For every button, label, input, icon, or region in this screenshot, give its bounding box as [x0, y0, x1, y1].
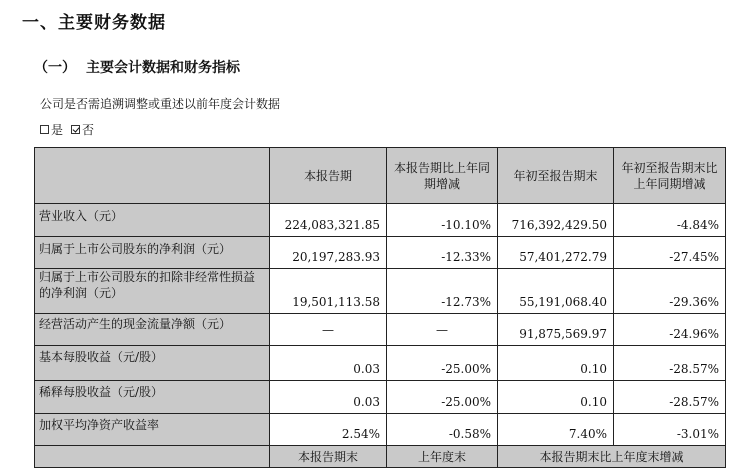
cell-value: 20,197,283.93	[270, 237, 387, 269]
cell-value: 0.10	[498, 381, 614, 414]
option-no[interactable]	[71, 121, 94, 138]
subsection-number: （一）	[34, 60, 76, 76]
subsection-title: 主要会计数据和财务指标	[86, 60, 240, 76]
table-row	[35, 269, 726, 314]
cell-value: 19,501,113.58	[270, 269, 387, 314]
header-blank	[35, 148, 270, 204]
row-label: 经营活动产生的现金流量净额（元）	[35, 314, 270, 346]
header-current-period: 本报告期	[270, 148, 387, 204]
cell-value: -25.00%	[387, 381, 498, 414]
table-row	[35, 414, 726, 446]
cell-dash: —	[270, 314, 387, 346]
option-yes-label: 是	[51, 123, 64, 137]
cell-value: 57,401,272.79	[498, 237, 614, 269]
cell-value: 716,392,429.50	[498, 204, 614, 237]
cell-value: -12.73%	[387, 269, 498, 314]
cell-value: -27.45%	[614, 237, 726, 269]
cell-value: -24.96%	[614, 314, 726, 346]
footer-prior-year-end: 上年度末	[387, 446, 498, 468]
cell-value: -28.57%	[614, 346, 726, 381]
cell-value: -29.36%	[614, 269, 726, 314]
cell-value: -3.01%	[614, 414, 726, 446]
cell-value: -12.33%	[387, 237, 498, 269]
restatement-question: 公司是否需追溯调整或重述以前年度会计数据	[40, 97, 281, 111]
header-current-change: 本报告期比上年同期增减	[387, 148, 498, 204]
checkbox-empty-icon[interactable]	[40, 125, 49, 134]
table-row	[35, 237, 726, 269]
subsection-heading	[34, 57, 240, 77]
row-label: 基本每股收益（元/股）	[35, 346, 270, 381]
section-title: 一、主要财务数据	[22, 13, 166, 33]
cell-value: -28.57%	[614, 381, 726, 414]
cell-value: 2.54%	[270, 414, 387, 446]
restatement-options	[40, 121, 102, 138]
cell-value: 224,083,321.85	[270, 204, 387, 237]
table-row	[35, 314, 726, 346]
checkbox-checked-icon[interactable]	[71, 125, 80, 134]
financial-data-table	[34, 147, 726, 468]
option-yes[interactable]	[40, 121, 63, 138]
row-label: 加权平均净资产收益率	[35, 414, 270, 446]
row-label: 归属于上市公司股东的扣除非经常性损益的净利润（元）	[35, 269, 270, 314]
footer-change-vs-prior-year-end: 本报告期末比上年度末增减	[498, 446, 726, 468]
table-footer-row	[35, 446, 726, 468]
table-row	[35, 204, 726, 237]
option-no-label: 否	[82, 123, 95, 137]
cell-value: -4.84%	[614, 204, 726, 237]
row-label: 稀释每股收益（元/股）	[35, 381, 270, 414]
cell-value: 55,191,068.40	[498, 269, 614, 314]
row-label: 归属于上市公司股东的净利润（元）	[35, 237, 270, 269]
header-ytd: 年初至报告期末	[498, 148, 614, 204]
row-label: 营业收入（元）	[35, 204, 270, 237]
cell-value: 91,875,569.97	[498, 314, 614, 346]
footer-blank	[35, 446, 270, 468]
cell-value: -25.00%	[387, 346, 498, 381]
cell-value: 7.40%	[498, 414, 614, 446]
header-ytd-change: 年初至报告期末比上年同期增减	[614, 148, 726, 204]
table-row	[35, 381, 726, 414]
cell-value: -10.10%	[387, 204, 498, 237]
table-header-row	[35, 148, 726, 204]
cell-value: 0.10	[498, 346, 614, 381]
cell-value: 0.03	[270, 381, 387, 414]
cell-value: 0.03	[270, 346, 387, 381]
cell-value: -0.58%	[387, 414, 498, 446]
cell-dash: —	[387, 314, 498, 346]
table-row	[35, 346, 726, 381]
footer-period-end: 本报告期末	[270, 446, 387, 468]
